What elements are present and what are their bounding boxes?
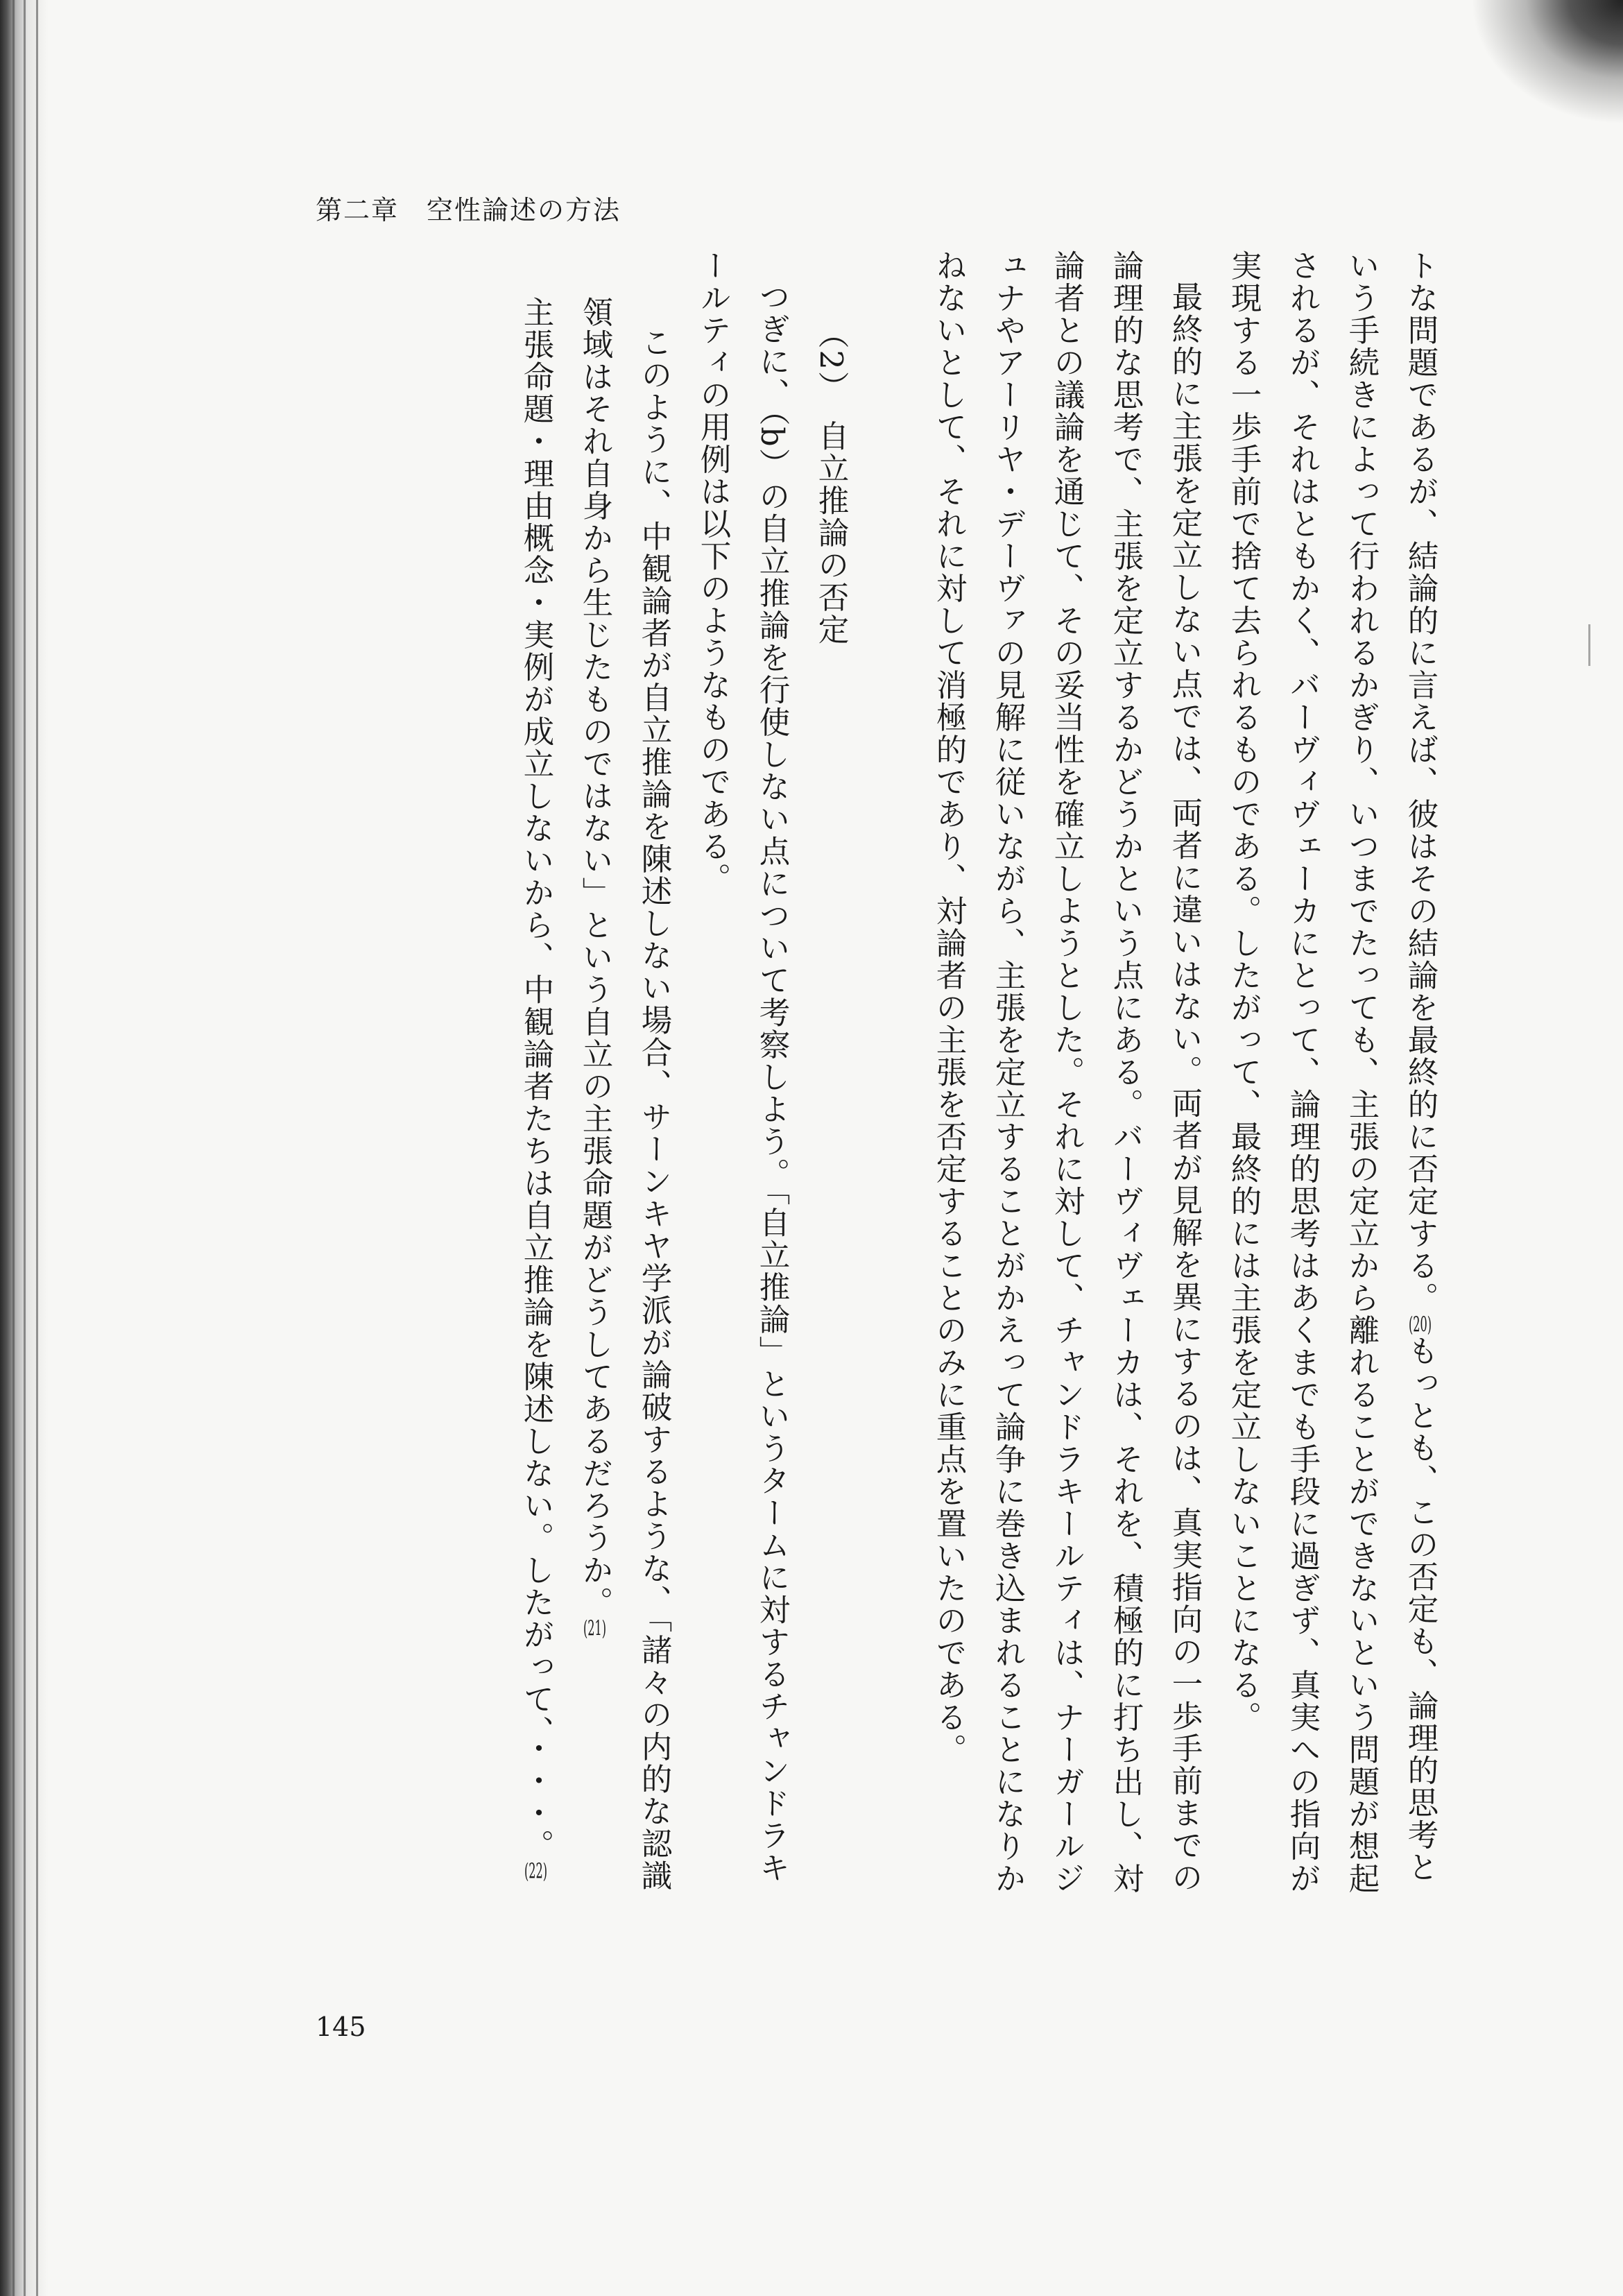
paragraph-gap xyxy=(860,250,919,1914)
paragraph-continuation xyxy=(1214,250,1450,1914)
paragraph-heading xyxy=(801,250,860,1914)
scan-corner-shadow xyxy=(1470,0,1623,125)
footnote-marker[interactable]: (20) xyxy=(1409,1314,1432,1335)
text-segment: このように、中観論者が自立推論を陳述しない場合、サーンキヤ学派が論破するような、「諸々の内的な認識領域はそれ自身から生じたものではない」という自立の主張命題がどうしてあるだろうか。 xyxy=(577,295,671,1892)
paragraph-block xyxy=(565,296,683,1914)
text-segment: 最終的に主張を定立しない点では、両者に違いはない。両者が見解を異にするのは、真実指向の一歩手前までの論理的な思考で、主張を定立するかどうかという点にある。バーヴィヴェーカは、それを、積極的に打ち出し、対論者との議論を通じて、その妥当性を確立しようとした。それに対して、チャンドラキールティは、ナーガールジュナやアーリヤ・デーヴァの見解に従いながら、主張を定立することがかえって論争に巻き込まれることになりかねないとして、それに対して消極的であり、対論者の主張を否定することのみに重点を置いたのである。 xyxy=(931,250,1202,1895)
paragraph-indent xyxy=(683,250,801,1914)
paragraph-indent xyxy=(919,250,1214,1914)
footnote-marker[interactable]: (21) xyxy=(583,1618,606,1640)
text-segment: トな問題であるが、結論的に言えば、彼はその結論を最終的に否定する。 xyxy=(1402,250,1438,1314)
vertical-body-text xyxy=(257,250,1450,1914)
binding-line xyxy=(12,0,15,2296)
paragraph-block-noindent xyxy=(506,296,565,1914)
scan-speck xyxy=(1588,624,1590,666)
binding-shadow xyxy=(0,0,62,2296)
footnote-marker[interactable]: (22) xyxy=(524,1861,547,1882)
text-segment: つぎに、（b）の自立推論を行使しない点について考察しよう。「自立推論」というタームに対するチャンドラキールティの用例は以下のようなものである。 xyxy=(695,250,789,1884)
binding-line xyxy=(24,0,26,2296)
page-number: 145 xyxy=(316,2012,366,2042)
running-head: 第二章 空性論述の方法 xyxy=(316,195,621,225)
text-segment: 主張命題・理由概念・実例が成立しないから、中観論者たちは自立推論を陳述しない。したがって、・・・。 xyxy=(518,295,553,1861)
text-segment: もっとも、この否定も、論理的思考という手続きによって行われるかぎり、いつまでたっても、主張の定立から離れることができないという問題が想起されるが、それはともかく、バーヴィヴェーカにとって、論理的思考はあくまでも手段に過ぎず、真実への指向が実現する一歩手前で捨て去られるものである。したがって、最終的には主張を定立しないことになる。 xyxy=(1226,250,1438,1895)
binding-line xyxy=(36,0,38,2296)
text-segment: （2） 自立推論の否定 xyxy=(813,317,848,646)
